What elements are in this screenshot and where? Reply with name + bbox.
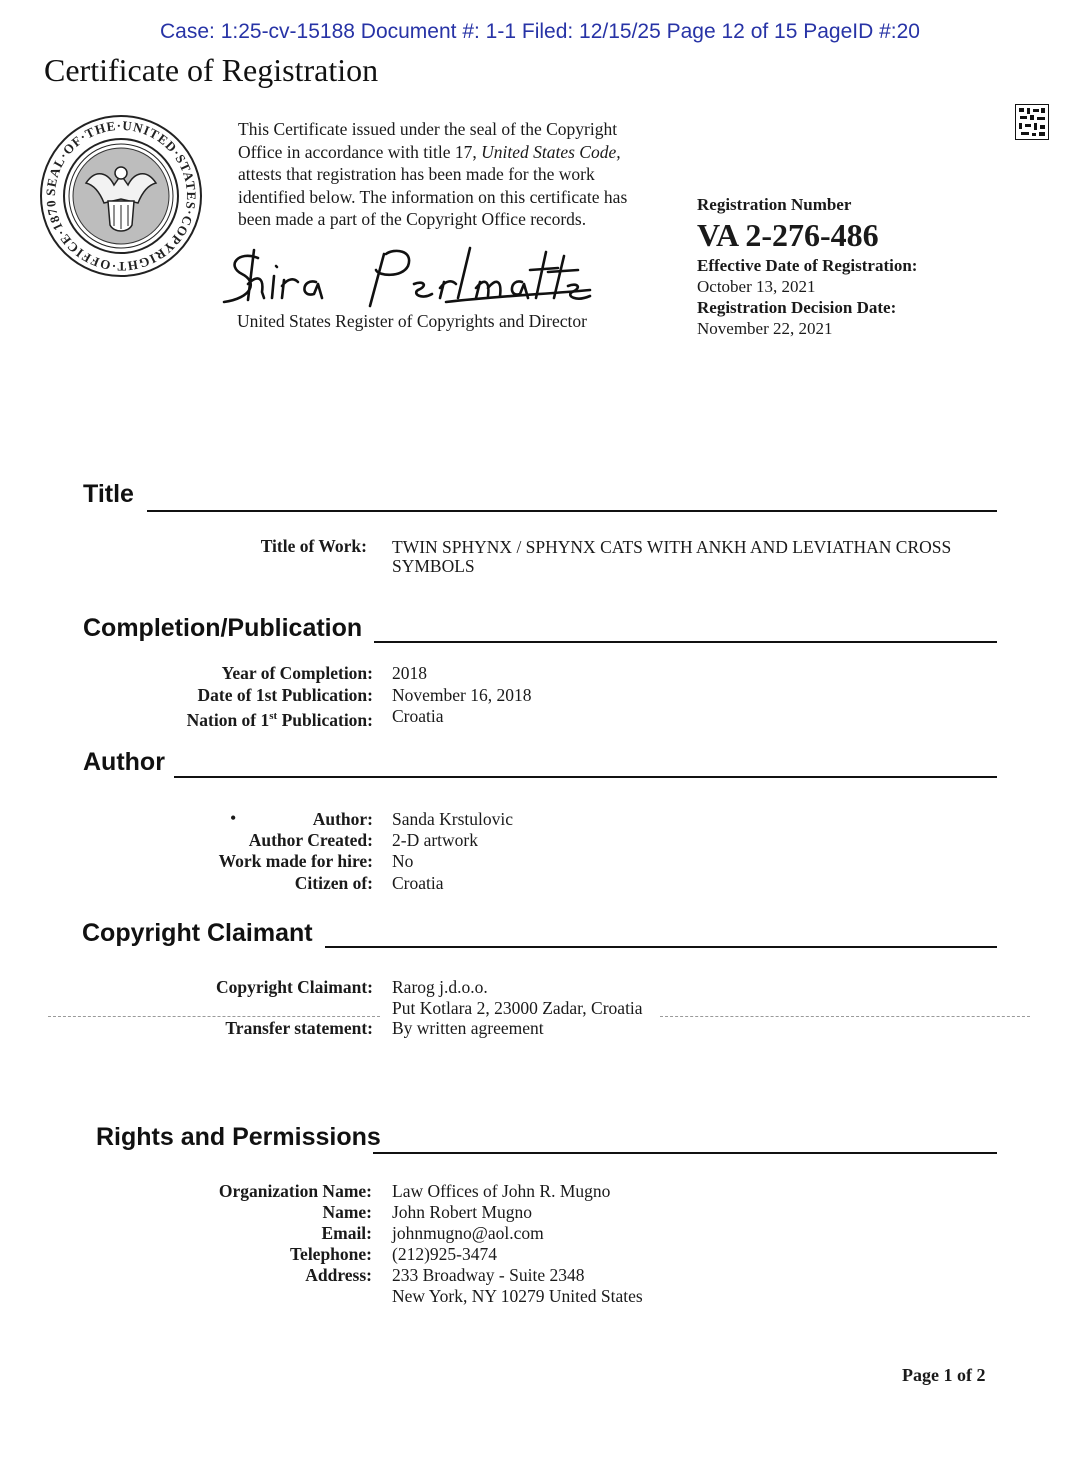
effective-date: October 13, 2021 [697, 277, 816, 296]
certificate-statement [238, 118, 658, 231]
barcode-icon [1015, 104, 1049, 140]
organization-name: Law Offices of John R. Mugno [392, 1181, 611, 1201]
seal-ring-text: SEAL·OF·THE·UNITED·STATES·COPYRIGHT·OFFICE·1870 [42, 117, 200, 275]
section-completion: Completion/Publication [83, 614, 363, 642]
statement-code: United States Code, [481, 141, 621, 162]
case-header: Case: 1:25-cv-15188 Document #: 1-1 Filed: 12/15/25 Page 12 of 15 PageID #:20 [160, 20, 920, 43]
section-rule [373, 1152, 997, 1154]
author-bullet: • [230, 808, 237, 828]
scan-artifact-line [48, 1016, 380, 1017]
section-rule [325, 946, 997, 948]
transfer-statement: By written agreement [392, 1018, 544, 1038]
telephone: (212)925-3474 [392, 1244, 497, 1264]
section-rule [174, 776, 997, 778]
page-number: Page 1 of 2 [902, 1365, 986, 1385]
first-publication-date: November 16, 2018 [392, 685, 532, 705]
address-line-1: 233 Broadway - Suite 2348 [392, 1265, 585, 1285]
section-title: Title [83, 480, 134, 508]
section-rule [374, 641, 997, 643]
register-signature [218, 240, 598, 312]
statement-part-2: attests that registration has been made for the work identified below. The information on this certificate has been made a part of the Copyright Office records. [238, 164, 628, 229]
registration-number: VA 2-276-486 [697, 217, 879, 253]
certificate-title: Certificate of Registration [44, 52, 379, 88]
section-claimant: Copyright Claimant [82, 919, 313, 947]
decision-date: November 22, 2021 [697, 319, 833, 338]
author-name: Sanda Krstulovic [392, 809, 514, 829]
work-for-hire: No [392, 851, 414, 871]
title-of-work-line-2: SYMBOLS [392, 556, 475, 576]
author-created: 2-D artwork [392, 830, 479, 850]
registration-number-label: Registration Number [697, 195, 852, 214]
register-caption: United States Register of Copyrights and Director [237, 311, 587, 331]
address-line-2: New York, NY 10279 United States [392, 1286, 643, 1306]
publication-nation: Croatia [392, 706, 444, 726]
effective-date-label: Effective Date of Registration: [697, 256, 918, 275]
year-of-completion: 2018 [392, 663, 427, 683]
decision-date-label: Registration Decision Date: [697, 298, 897, 317]
statement-part-1: This Certificate issued under the seal of the Copyright Office in accordance with title 17, [238, 119, 618, 162]
claimant-address: Put Kotlara 2, 23000 Zadar, Croatia [392, 998, 643, 1018]
registration-block [697, 194, 917, 339]
email: johnmugno@aol.com [392, 1223, 544, 1243]
copyright-claimant: Rarog j.d.o.o. [392, 977, 488, 997]
scan-artifact-line [660, 1016, 1030, 1017]
section-rights: Rights and Permissions [96, 1123, 381, 1151]
copyright-office-seal [38, 113, 204, 279]
section-author: Author [83, 748, 165, 776]
title-of-work-line-1: TWIN SPHYNX / SPHYNX CATS WITH ANKH AND LEVIATHAN CROSS [392, 537, 952, 557]
section-rule [147, 510, 997, 512]
contact-name: John Robert Mugno [392, 1202, 532, 1222]
citizen-of: Croatia [392, 873, 444, 893]
